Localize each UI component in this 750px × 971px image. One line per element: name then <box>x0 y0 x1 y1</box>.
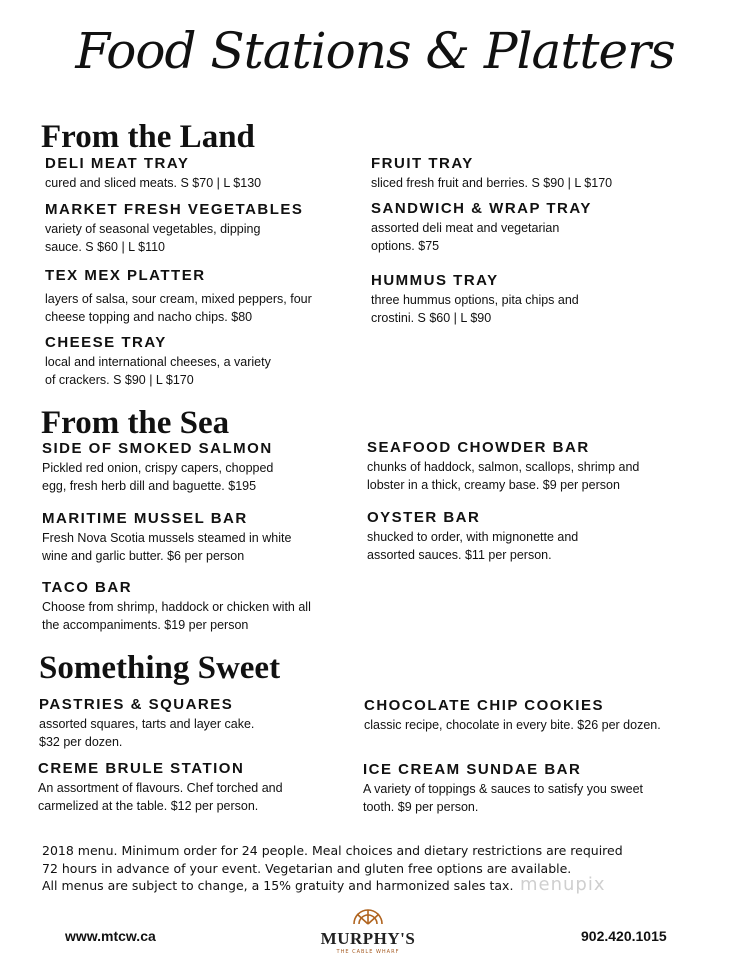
item-description: local and international cheeses, a variety of crackers. S $90 | L $170 <box>45 355 271 387</box>
menu-item-pastries-squares <box>39 696 254 751</box>
website-link[interactable]: www.mtcw.ca <box>65 928 156 944</box>
item-name: CHOCOLATE CHIP COOKIES <box>364 697 604 714</box>
item-name: MARKET FRESH VEGETABLES <box>45 201 304 218</box>
menu-item-maritime-mussel-bar <box>42 510 291 565</box>
item-description: cured and sliced meats. S $70 | L $130 <box>45 176 262 190</box>
watermark: menupix <box>520 874 606 895</box>
menu-item-chocolate-chip-cookies <box>364 697 661 735</box>
logo-subtitle: THE CABLE WHARF <box>336 949 400 955</box>
item-name: OYSTER BAR <box>367 509 481 526</box>
item-name: MARITIME MUSSEL BAR <box>42 510 248 527</box>
item-name: CHEESE TRAY <box>45 334 167 351</box>
item-description: classic recipe, chocolate in every bite. $26 per dozen. <box>364 718 661 732</box>
item-description: sliced fresh fruit and berries. S $90 | L $170 <box>371 176 613 190</box>
item-description: shucked to order, with mignonette and assorted sauces. $11 per person. <box>367 530 579 562</box>
footer-note: 2018 menu. Minimum order for 24 people. Meal choices and dietary restrictions are required 72 hours in advance of your event. Vegetarian and gluten free options are available. All menus are subject to change, a 15% gratuity and harmonized sales tax. <box>42 843 623 893</box>
item-name: SANDWICH & WRAP TRAY <box>371 200 592 217</box>
item-name: SEAFOOD CHOWDER BAR <box>367 439 590 456</box>
section-heading-sweet: Something Sweet <box>39 650 281 686</box>
item-description: three hummus options, pita chips and crostini. S $60 | L $90 <box>371 293 579 325</box>
item-name: DELI MEAT TRAY <box>45 155 190 172</box>
menu-item-ice-cream-sundae-bar <box>363 761 643 816</box>
item-name: TACO BAR <box>42 579 133 596</box>
menu-item-sandwich-wrap-tray <box>371 200 592 255</box>
menu-item-taco-bar <box>42 579 311 634</box>
item-name: SIDE OF SMOKED SALMON <box>42 440 273 457</box>
item-description: assorted squares, tarts and layer cake. $32 per dozen. <box>39 717 255 749</box>
item-description: layers of salsa, sour cream, mixed peppers, four cheese topping and nacho chips. $80 <box>45 292 312 324</box>
item-name: CREME BRULE STATION <box>38 760 245 777</box>
page-title: Food Stations & Platters <box>75 22 675 80</box>
menu-item-cheese-tray <box>45 334 271 389</box>
menu-item-tex-mex-platter <box>45 267 312 326</box>
item-name: TEX MEX PLATTER <box>45 267 206 284</box>
menu-item-deli-meat-tray <box>45 155 261 193</box>
item-description: A variety of toppings & sauces to satisfy you sweet tooth. $9 per person. <box>363 782 644 814</box>
item-description: assorted deli meat and vegetarian options. $75 <box>371 221 560 253</box>
menu-item-side-of-smoked-salmon <box>42 440 273 495</box>
menu-item-market-fresh-vegetables <box>45 201 303 256</box>
item-description: An assortment of flavours. Chef torched and carmelized at the table. $12 per person. <box>38 781 283 813</box>
item-name: FRUIT TRAY <box>371 155 474 172</box>
item-name: HUMMUS TRAY <box>371 272 499 289</box>
menu-item-seafood-chowder-bar <box>367 439 639 494</box>
item-description: Fresh Nova Scotia mussels steamed in white wine and garlic butter. $6 per person <box>42 531 292 563</box>
item-description: chunks of haddock, salmon, scallops, shrimp and lobster in a thick, creamy base. $9 per person <box>367 460 640 492</box>
menu-item-creme-brule-station <box>38 760 283 815</box>
item-name: PASTRIES & SQUARES <box>39 696 234 713</box>
item-description: Choose from shrimp, haddock or chicken with all the accompaniments. $19 per person <box>42 600 311 632</box>
phone-number[interactable]: 902.420.1015 <box>581 928 667 944</box>
logo <box>318 908 418 964</box>
item-description: variety of seasonal vegetables, dipping sauce. S $60 | L $110 <box>45 222 261 254</box>
item-name: ICE CREAM SUNDAE BAR <box>363 761 582 778</box>
section-heading-sea: From the Sea <box>41 405 230 441</box>
logo-name: MURPHY'S <box>320 929 416 948</box>
item-description: Pickled red onion, crispy capers, chopped egg, fresh herb dill and baguette. $195 <box>42 461 274 493</box>
menu-item-oyster-bar <box>367 509 578 564</box>
menu-item-hummus-tray <box>371 272 579 327</box>
menu-item-fruit-tray <box>371 155 612 193</box>
ship-wheel-icon <box>348 908 388 926</box>
section-heading-land: From the Land <box>41 119 255 155</box>
